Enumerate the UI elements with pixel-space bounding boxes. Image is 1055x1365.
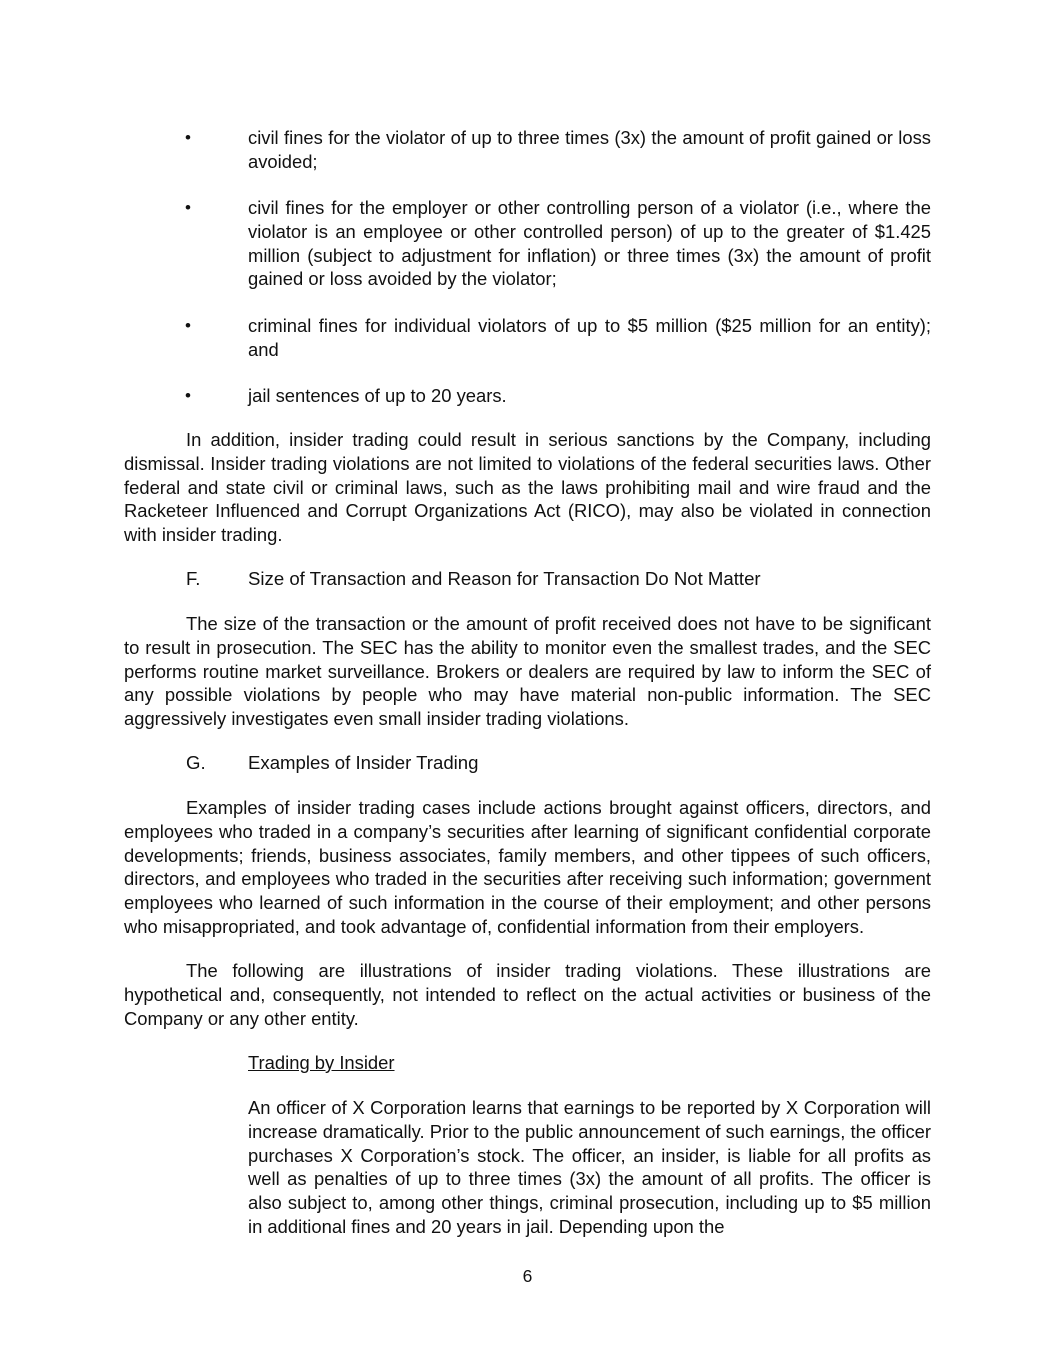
bullet-text: civil fines for the employer or other controlling person of a violator (i.e., where the violator is an employee or other controlled person) of up to the greater of $1.425 million (subject to adjustment for inflation) or three times (3x) the amount of profit gained or loss avoided by the violator; xyxy=(248,197,931,290)
paragraph-size-of-transaction: The size of the transaction or the amount of profit received does not have to be significant to result in prosecution. The SEC has the ability to monitor even the smallest trades, and the SEC performs routine market surveillance. Brokers or dealers are required by law to inform the SEC of any possible violations by people who may have material non-public information. The SEC aggressively investigates even small insider trading violations. xyxy=(124,613,931,730)
bullet-icon: • xyxy=(185,198,191,217)
subheading-trading-by-insider: Trading by Insider xyxy=(248,1052,395,1073)
section-title: Size of Transaction and Reason for Transaction Do Not Matter xyxy=(248,568,761,589)
section-letter: F. xyxy=(186,568,201,589)
bullet-icon: • xyxy=(185,128,191,147)
bullet-icon: • xyxy=(185,386,191,405)
bullet-text: civil fines for the violator of up to three times (3x) the amount of profit gained or loss avoided; xyxy=(248,127,931,172)
paragraph-illustrations: The following are illustrations of insider trading violations. These illustrations are hypothetical and, consequently, not intended to reflect on the actual activities or business of the Company or any other entity. xyxy=(124,960,931,1029)
page-number: 6 xyxy=(522,1266,533,1286)
paragraph-officer-example: An officer of X Corporation learns that earnings to be reported by X Corporation will increase dramatically. Prior to the public announcement of such earnings, the officer purchases X Corporation’s stock. The officer, an insider, is liable for all profits as well as penalties of up to three times (3x) the amount of all profits. The officer is also subject to, among other things, criminal prosecution, including up to $5 million in additional fines and 20 years in jail. Depending upon the xyxy=(248,1097,931,1237)
paragraph-examples: Examples of insider trading cases include actions brought against officers, directors, and employees who traded in a company’s securities after learning of significant confidential corporate developments; friends, business associates, family members, and other tippees of such officers, directors, and employees who traded in the securities after receiving such information; government employees who learned of such information in the course of their employment; and other persons who misappropriated, and took advantage of, confidential information from their employers. xyxy=(124,797,931,937)
paragraph-sanctions: In addition, insider trading could result in serious sanctions by the Company, including dismissal. Insider trading violations are not limited to violations of the federal securities laws. Other federal and state civil or criminal laws, such as the laws prohibiting mail and wire fraud and the Racketeer Influenced and Corrupt Organizations Act (RICO), may also be violated in connection with insider trading. xyxy=(124,429,931,546)
section-letter: G. xyxy=(186,752,206,773)
section-title: Examples of Insider Trading xyxy=(248,752,479,773)
bullet-icon: • xyxy=(185,316,191,335)
bullet-text: jail sentences of up to 20 years. xyxy=(248,385,507,406)
bullet-text: criminal fines for individual violators of up to $5 million ($25 million for an entity); and xyxy=(248,315,931,360)
